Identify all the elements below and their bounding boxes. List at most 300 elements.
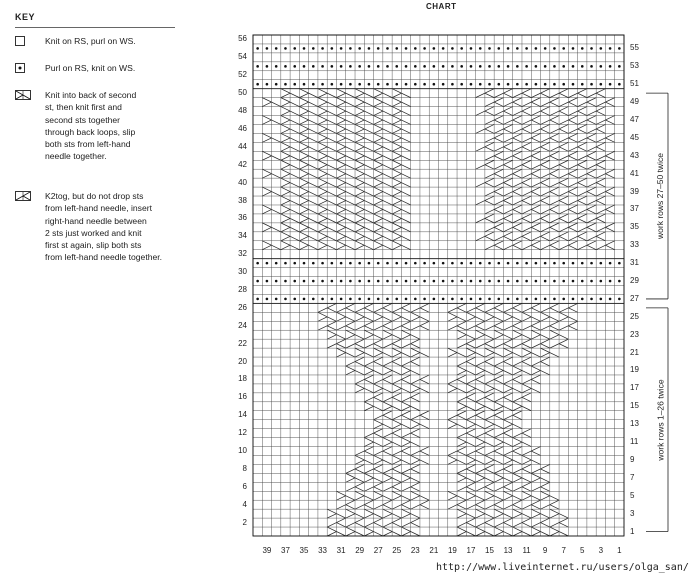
cable-stitch [513, 442, 522, 446]
cable-stitch [318, 142, 337, 151]
cable-stitch [559, 201, 568, 205]
purl-dot [553, 280, 556, 283]
cable-stitch [401, 429, 420, 438]
cable-stitch [392, 375, 411, 384]
column-label: 25 [392, 546, 402, 555]
cable-stitch [262, 209, 271, 213]
purl-dot [470, 47, 473, 50]
cable-stitch [411, 388, 420, 392]
cable-stitch [374, 102, 383, 106]
cable-stitch [281, 89, 300, 98]
row-label-right: 43 [630, 150, 639, 160]
cable-stitch [559, 218, 568, 222]
cable-stitch [578, 116, 597, 125]
purl-dot [618, 47, 621, 50]
cable-stitch [531, 156, 540, 160]
cable-stitch [318, 303, 337, 312]
purl-dot [525, 65, 528, 68]
cable-stitch [503, 303, 522, 312]
cable-stitch [541, 147, 550, 151]
cable-stitch [411, 424, 420, 428]
cable-stitch [364, 451, 373, 455]
cable-stitch [355, 93, 364, 97]
cable-stitch [522, 397, 531, 401]
cable-stitch [550, 326, 559, 330]
cable-stitch [513, 406, 522, 410]
cable-stitch [503, 523, 512, 527]
cable-stitch [262, 192, 271, 196]
cable-stitch [374, 500, 393, 509]
purl-dot [275, 47, 278, 50]
cable-stitch [568, 89, 587, 98]
cable-stitch [596, 223, 615, 232]
purl-dot [256, 47, 259, 50]
cable-stitch [578, 236, 587, 240]
cable-stitch [355, 151, 374, 160]
cable-stitch [281, 178, 300, 187]
cable-stitch [485, 500, 504, 509]
cable-stitch [355, 496, 364, 500]
cable-stitch [466, 455, 485, 464]
cable-stitch [466, 411, 485, 420]
cable-stitch [494, 120, 503, 124]
cable-stitch [411, 384, 430, 393]
cable-stitch [550, 514, 559, 518]
cable-stitch [476, 514, 485, 518]
cable-stitch [374, 227, 383, 231]
cable-stitch [355, 362, 364, 366]
cable-stitch [522, 187, 541, 196]
cable-stitch [392, 129, 401, 133]
cable-stitch [299, 169, 318, 178]
cable-stitch [522, 455, 541, 464]
cable-stitch [281, 205, 300, 214]
cable-stitch [457, 370, 466, 374]
cable-stitch [374, 124, 393, 133]
cable-stitch [299, 178, 318, 187]
cable-stitch [522, 487, 531, 491]
row-label-right: 21 [630, 347, 639, 357]
purl-dot [423, 262, 426, 265]
cable-stitch [355, 223, 374, 232]
cable-stitch [531, 192, 540, 196]
purl-dot [377, 65, 380, 68]
cable-stitch [346, 482, 365, 491]
cable-stitch [494, 156, 503, 160]
cable-stitch [522, 98, 541, 107]
cable-stitch [355, 192, 364, 196]
cable-stitch [559, 147, 568, 151]
cable-stitch [466, 460, 475, 464]
cable-stitch [374, 223, 393, 232]
cable-stitch [568, 232, 587, 241]
cable-stitch [522, 344, 531, 348]
cable-stitch [318, 178, 337, 187]
cable-stitch [448, 455, 467, 464]
purl-dot [451, 262, 454, 265]
cable-stitch [485, 317, 494, 321]
cable-stitch [336, 232, 355, 241]
cable-stitch [336, 245, 345, 249]
row-label-right: 47 [630, 114, 639, 124]
purl-dot [312, 47, 315, 50]
cable-stitch [392, 232, 411, 241]
cable-stitch [476, 429, 495, 438]
cable-stitch [281, 223, 300, 232]
cable-stitch [392, 111, 401, 115]
cable-stitch [383, 339, 402, 348]
cable-stitch [550, 308, 559, 312]
cable-stitch [392, 187, 411, 196]
cable-stitch [392, 312, 411, 321]
cable-stitch [336, 142, 355, 151]
cable-stitch [522, 151, 541, 160]
cable-stitch [392, 102, 401, 106]
cable-stitch [503, 317, 512, 321]
cable-stitch [392, 156, 401, 160]
cable-stitch [476, 379, 485, 383]
cable-stitch [299, 227, 308, 231]
purl-dot [535, 83, 538, 86]
cable-stitch [541, 183, 550, 187]
row-label-left: 22 [238, 338, 247, 348]
cable-stitch [513, 308, 522, 312]
cable-stitch [299, 187, 318, 196]
purl-dot [544, 65, 547, 68]
purl-dot [581, 83, 584, 86]
cable-stitch [476, 370, 485, 374]
cable-stitch [476, 451, 485, 455]
cable-stitch [401, 379, 410, 383]
cable-stitch [336, 89, 355, 98]
cable-stitch [401, 335, 410, 339]
purl-dot [266, 83, 269, 86]
cable-stitch [568, 107, 587, 116]
cable-stitch [476, 438, 495, 447]
cable-stitch [420, 379, 429, 383]
cable-stitch [559, 312, 578, 321]
cable-stitch [476, 505, 485, 509]
cable-stitch [476, 160, 495, 169]
cable-stitch [262, 102, 271, 106]
cable-stitch [383, 473, 402, 482]
purl-dot [460, 47, 463, 50]
cable-stitch [494, 335, 503, 339]
cable-stitch [587, 209, 596, 213]
cable-stitch [476, 142, 495, 151]
cable-stitch [503, 236, 512, 240]
cable-stitch [318, 241, 337, 250]
purl-band-border [253, 259, 624, 304]
cable-stitch [541, 205, 560, 214]
key-text-line: through back loops, slip [45, 126, 136, 137]
purl-dot [470, 298, 473, 301]
cable-stitch [522, 241, 541, 250]
cable-stitch [374, 98, 393, 107]
cable-stitch [401, 393, 420, 402]
cable-stitch [336, 138, 345, 142]
column-label: 3 [598, 546, 604, 555]
cable-stitch [541, 201, 550, 205]
cable-stitch [476, 124, 495, 133]
purl-dot [321, 83, 324, 86]
purl-dot [488, 47, 491, 50]
cable-stitch [355, 124, 374, 133]
cable-stitch [550, 330, 569, 339]
cable-stitch [401, 527, 420, 536]
cable-stitch [559, 129, 568, 133]
purl-dot [507, 280, 510, 283]
purl-dot [275, 83, 278, 86]
cable-stitch [327, 339, 346, 348]
cable-stitch [336, 223, 355, 232]
purl-dot [312, 83, 315, 86]
cable-stitch [494, 209, 503, 213]
cable-stitch [522, 496, 531, 500]
cable-stitch [466, 321, 485, 330]
column-label: 33 [318, 546, 328, 555]
cable-stitch [411, 348, 430, 357]
cable-stitch [494, 473, 513, 482]
row-label-left: 20 [238, 356, 247, 366]
cable-stitch [568, 214, 587, 223]
cable-stitch [336, 209, 345, 213]
cable-stitch [411, 496, 420, 500]
cable-stitch [568, 196, 587, 205]
cable-stitch [355, 102, 364, 106]
cable-stitch [466, 420, 485, 429]
cable-stitch [513, 245, 522, 249]
cable-stitch [318, 107, 337, 116]
cable-stitch [364, 482, 383, 491]
cable-stitch [559, 241, 578, 250]
cable-stitch [503, 312, 522, 321]
cable-stitch [476, 442, 485, 446]
cable-stitch [578, 129, 587, 133]
bracket-label: work rows 27–50 twice [654, 153, 665, 240]
cable-stitch [605, 120, 614, 124]
cable-stitch [364, 509, 383, 518]
cable-stitch [494, 366, 513, 375]
cable-stitch [299, 196, 318, 205]
cable-stitch [355, 138, 364, 142]
cable-stitch [605, 156, 614, 160]
cable-stitch [457, 527, 476, 536]
purl-dot [497, 83, 500, 86]
cable-stitch [281, 245, 290, 249]
cable-stitch [374, 89, 393, 98]
purl-dot [479, 83, 482, 86]
cable-stitch [411, 500, 430, 509]
cable-stitch [262, 138, 271, 142]
purl-dot [470, 65, 473, 68]
cable-stitch [374, 353, 383, 357]
cable-stitch [411, 420, 430, 429]
row-label-right: 19 [630, 365, 639, 375]
purl-dot [293, 298, 296, 301]
cable-stitch [466, 388, 475, 392]
cable-stitch [522, 303, 541, 312]
cable-stitch [383, 429, 402, 438]
purl-dot [470, 280, 473, 283]
cable-stitch [513, 478, 522, 482]
row-label-left: 14 [238, 410, 247, 420]
cable-stitch [355, 236, 364, 240]
cable-stitch [494, 196, 513, 205]
cable-stitch [383, 527, 402, 536]
purl-dot [442, 65, 445, 68]
cable-stitch [336, 205, 355, 214]
cable-stitch [383, 505, 392, 509]
cable-stitch [336, 312, 355, 321]
cable-stitch [513, 335, 522, 339]
cable-stitch [374, 147, 383, 151]
cable-stitch [476, 406, 485, 410]
column-label: 39 [262, 546, 272, 555]
purl-dot [284, 47, 287, 50]
purl-dot [600, 298, 603, 301]
cable-stitch [374, 151, 393, 160]
cable-stitch [587, 120, 596, 124]
cable-stitch [336, 102, 345, 106]
cable-stitch [466, 496, 475, 500]
cable-stitch [541, 344, 550, 348]
cable-stitch [411, 303, 430, 312]
column-label: 35 [299, 546, 309, 555]
purl-dot [312, 280, 315, 283]
purl-dot [303, 298, 306, 301]
cable-stitch [355, 129, 364, 133]
cable-stitch [346, 370, 355, 374]
purl-dot [609, 262, 612, 265]
cable-stitch [466, 500, 485, 509]
row-label-left: 38 [238, 195, 247, 205]
cable-stitch [550, 124, 569, 133]
cable-stitch [531, 308, 540, 312]
purl-dot [266, 262, 269, 265]
cable-stitch [448, 411, 467, 420]
cable-stitch [466, 317, 475, 321]
cable-stitch [494, 339, 513, 348]
cable-stitch [457, 438, 476, 447]
purl-dot [275, 65, 278, 68]
purl-dot [433, 298, 436, 301]
cable-stitch [485, 111, 494, 115]
cable-stitch [411, 447, 430, 456]
cable-stitch [327, 527, 346, 536]
cable-stitch [318, 236, 327, 240]
purl-dot [581, 298, 584, 301]
cable-stitch [318, 102, 327, 106]
row-label-left: 8 [242, 463, 247, 473]
purl-dot [562, 298, 565, 301]
row-label-right: 23 [630, 329, 639, 339]
cable-stitch [513, 415, 522, 419]
cable-stitch [485, 321, 504, 330]
cable-stitch [522, 523, 531, 527]
purl-dot [516, 47, 519, 50]
cable-stitch [587, 156, 596, 160]
row-label-left: 32 [238, 249, 247, 259]
cable-stitch [476, 308, 485, 312]
cable-stitch [336, 496, 345, 500]
purl-dot [488, 83, 491, 86]
cable-stitch [522, 312, 541, 321]
cable-stitch [401, 366, 420, 375]
cable-stitch [457, 442, 466, 446]
row-label-left: 34 [238, 231, 247, 241]
cable-stitch [392, 98, 411, 107]
cable-stitch [522, 348, 541, 357]
cable-stitch [559, 223, 578, 232]
bracket-label: work rows 1–26 twice [655, 379, 666, 461]
row-label-left: 46 [238, 123, 247, 133]
purl-dot [395, 65, 398, 68]
cable-stitch [299, 160, 318, 169]
purl-dot [442, 47, 445, 50]
cable-stitch [262, 205, 281, 214]
cable-stitch [457, 330, 476, 339]
cable-stitch [457, 406, 466, 410]
cable-stitch [596, 183, 605, 187]
cable-stitch [578, 98, 597, 107]
purl-dot [460, 262, 463, 265]
cable-stitch [457, 366, 476, 375]
cable-stitch [355, 447, 374, 456]
cable-stitch [392, 460, 401, 464]
cable-stitch [411, 397, 420, 401]
cable-stitch [318, 214, 337, 223]
purl-dot [368, 65, 371, 68]
cable-stitch [299, 218, 308, 222]
cable-stitch [281, 227, 290, 231]
purl-dot [293, 47, 296, 50]
cable-stitch [578, 169, 597, 178]
purl-dot [460, 83, 463, 86]
cable-stitch [596, 165, 605, 169]
cable-stitch [346, 473, 365, 482]
purl-dot [544, 47, 547, 50]
cable-stitch [355, 348, 374, 357]
cable-stitch [550, 89, 569, 98]
cable-stitch [355, 156, 364, 160]
cable-stitch [281, 138, 290, 142]
key-text-line: second sts together [45, 114, 121, 125]
purl-dot [497, 262, 500, 265]
purl-dot [368, 280, 371, 283]
purl-dot [377, 47, 380, 50]
cable-stitch [448, 420, 467, 429]
cable-stitch [392, 487, 401, 491]
cable-stitch [262, 120, 271, 124]
cable-stitch [448, 496, 457, 500]
cable-stitch [503, 491, 522, 500]
row-label-left: 48 [238, 106, 247, 116]
cable-stitch [374, 196, 393, 205]
cable-stitch [541, 129, 550, 133]
cable-stitch [503, 218, 512, 222]
purl-dot [284, 65, 287, 68]
cable-stitch [522, 353, 531, 357]
cable-stitch [364, 532, 373, 536]
cable-stitch [318, 147, 327, 151]
cable-stitch [281, 218, 290, 222]
cable-stitch [476, 330, 495, 339]
cable-stitch [513, 192, 522, 196]
row-label-left: 52 [238, 70, 247, 80]
row-label-right: 45 [630, 132, 639, 142]
cable-stitch [550, 142, 569, 151]
